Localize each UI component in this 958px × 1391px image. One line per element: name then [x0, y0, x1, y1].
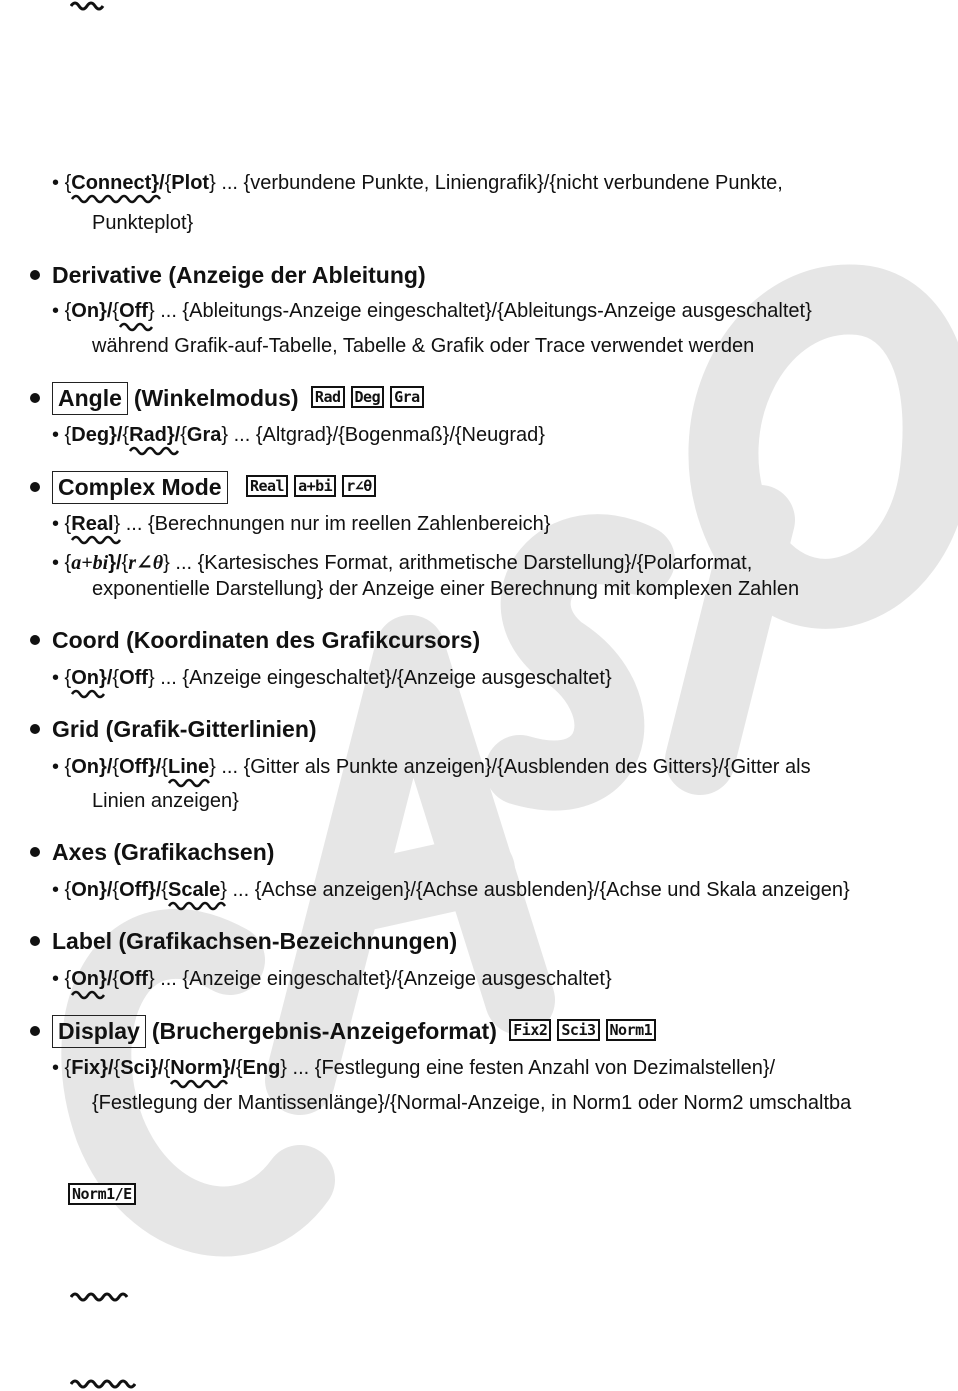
connect-desc-line2: Punkteplot}	[92, 212, 194, 234]
complex-format-line: • {a+bi}/{r∠θ} ... {Kartesisches Format, arithmetische Darstellung}/{Polarformat,	[52, 552, 753, 574]
off-option: Off	[119, 968, 148, 990]
fix-option: Fix	[71, 1057, 101, 1079]
wave-mark-icon	[70, 1377, 136, 1391]
label-heading: Label (Grafikachsen-Bezeichnungen)	[30, 928, 457, 955]
wave-mark-icon	[70, 1290, 132, 1304]
rad-indicator-icon: Rad	[311, 386, 345, 408]
abi-option: a+bi	[71, 552, 109, 574]
on-option: On	[71, 300, 100, 322]
complex-mode-key[interactable]: Complex Mode	[52, 471, 228, 504]
connect-option-line: • {Connect }/{Plot} ... {verbundene Punkte, Liniengrafik}/{nicht verbundene Punkte,	[52, 172, 783, 195]
sci3-indicator-icon: Sci3	[557, 1019, 599, 1041]
eng-option: Eng	[242, 1057, 281, 1079]
rad-option: Rad	[129, 424, 167, 447]
on-option: On	[71, 756, 100, 778]
deg-indicator-icon: Deg	[351, 386, 385, 408]
complex-real-line: • {Real } ... {Berechnungen nur im reellen Zahlenbereich}	[52, 513, 550, 536]
off-option: Off	[119, 756, 148, 778]
norm1e-indicator-icon: Norm1/E	[68, 1183, 136, 1205]
wave-mark-icon	[70, 0, 106, 12]
deg-option: Deg	[71, 424, 110, 446]
grid-desc-line2: Linien anzeigen}	[92, 790, 239, 812]
label-options: • {On }/{Off} ... {Anzeige eingeschaltet}/{Anzeige ausgeschaltet}	[52, 968, 612, 991]
angle-options: • {Deg}/{Rad }/{Gra} ... {Altgrad}/{Bogenmaß}/{Neugrad}	[52, 424, 545, 447]
off-option: Off	[119, 667, 148, 689]
grid-options: • {On}/{Off}/{Line } ... {Gitter als Punkte anzeigen}/{Ausblenden des Gitters}/{Gitter als	[52, 756, 811, 779]
derivative-heading: Derivative (Anzeige der Ableitung)	[30, 262, 426, 289]
norm1-indicator-icon: Norm1	[606, 1019, 657, 1041]
grid-heading: Grid (Grafik-Gitterlinien)	[30, 716, 317, 743]
plot-option: Plot	[171, 172, 210, 194]
complex-heading	[30, 471, 376, 504]
real-option: Real	[71, 513, 113, 536]
polar-option: r∠θ	[128, 552, 164, 574]
display-options: • {Fix}/{Sci}/{Norm }/{Eng} ... {Festlegung eine festen Anzahl von Dezimalstellen}/	[52, 1057, 775, 1080]
derivative-desc-line2: während Grafik-auf-Tabelle, Tabelle & Grafik oder Trace verwendet werden	[92, 335, 755, 357]
display-desc-line2: {Festlegung der Mantissenlänge}/{Normal-Anzeige, in Norm1 oder Norm2 umschaltba	[92, 1092, 852, 1114]
abi-indicator-icon: a+bi	[294, 475, 336, 497]
norm1e-indicator	[64, 1183, 136, 1205]
bullet-dot	[30, 270, 40, 280]
complex-desc-line2: exponentielle Darstellung} der Anzeige einer Berechnung mit komplexen Zahlen	[92, 578, 800, 600]
gra-indicator-icon: Gra	[390, 386, 424, 408]
gra-option: Gra	[186, 424, 222, 446]
angle-key[interactable]: Angle	[52, 382, 128, 415]
fix2-indicator-icon: Fix2	[509, 1019, 551, 1041]
axes-heading: Axes (Grafikachsen)	[30, 839, 274, 866]
display-heading: Display (Bruchergebnis-Anzeigeformat) Fix2 Sci3 Norm1	[30, 1015, 656, 1048]
display-key[interactable]: Display	[52, 1015, 146, 1048]
coord-heading: Coord (Koordinaten des Grafikcursors)	[30, 627, 480, 654]
line-option: Line	[168, 756, 209, 779]
on-option: On	[71, 968, 99, 991]
on-option: On	[71, 879, 100, 901]
norm-option: Norm	[170, 1057, 222, 1080]
off-option: Off	[119, 879, 148, 901]
connect-option: Connect	[71, 172, 151, 195]
sci-option: Sci	[120, 1057, 151, 1079]
axes-options: • {On}/{Off}/{Scale } ... {Achse anzeigen}/{Achse ausblenden}/{Achse und Skala anzeigen}	[52, 879, 850, 902]
scale-option: Scale	[168, 879, 220, 902]
polar-indicator-icon: r∠θ	[342, 475, 376, 497]
angle-heading: Angle (Winkelmodus) Rad Deg Gra	[30, 382, 424, 415]
off-option: Off	[119, 300, 148, 323]
derivative-options: • {On}/{Off } ... {Ableitungs-Anzeige eingeschaltet}/{Ableitungs-Anzeige ausgeschaltet}	[52, 300, 812, 323]
real-indicator-icon: Real	[246, 475, 288, 497]
on-option: On	[71, 667, 99, 690]
coord-options: • {On }/{Off} ... {Anzeige eingeschaltet}/{Anzeige ausgeschaltet}	[52, 667, 612, 690]
